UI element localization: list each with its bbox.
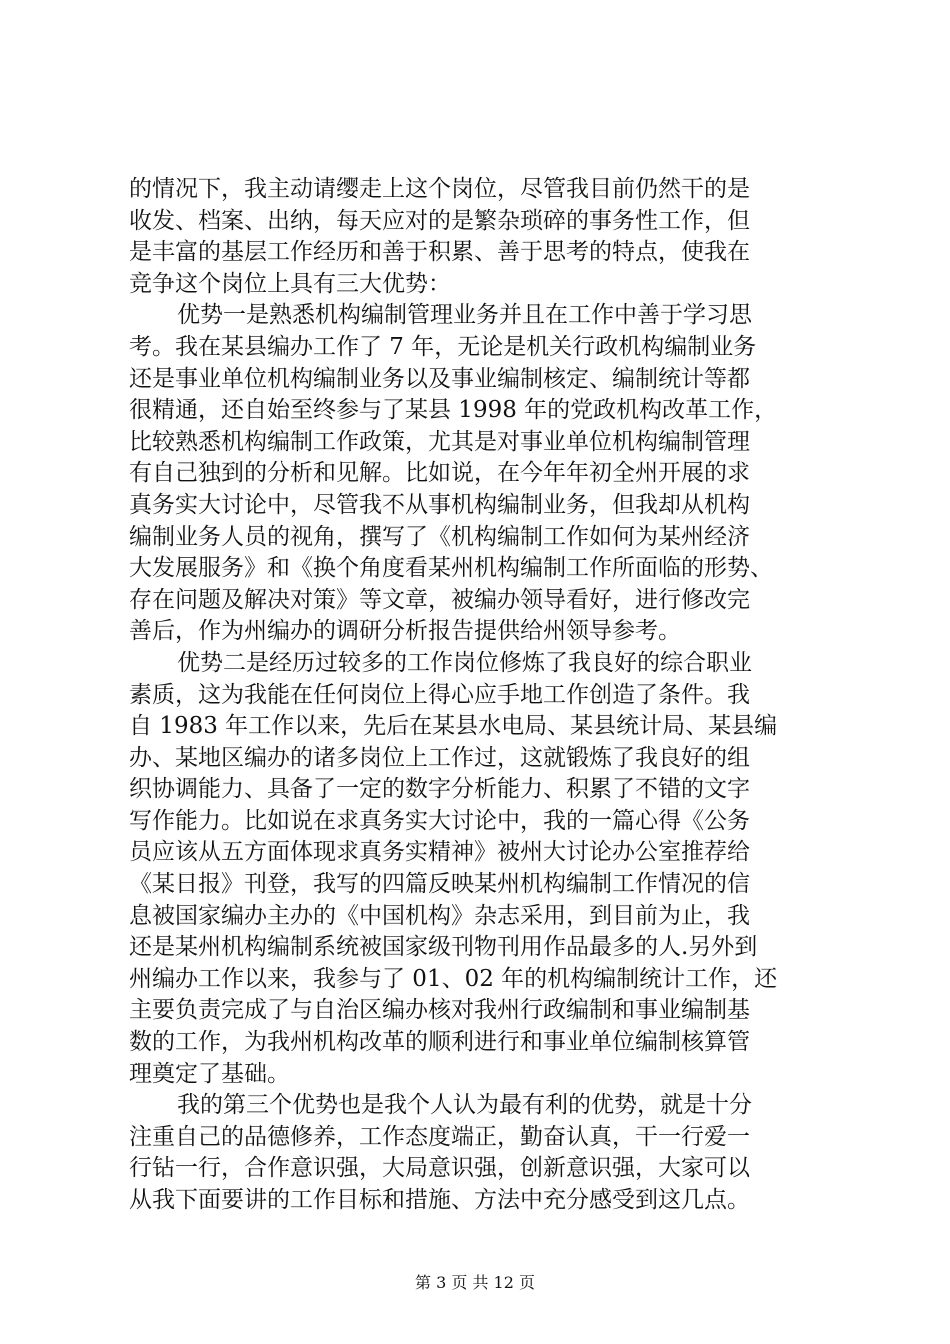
text-line: 善后，作为州编办的调研分析报告提供给州领导参考。 [129, 618, 681, 645]
text-line: 注重自己的品德修养，工作态度端正，勤奋认真，干一行爱一 [129, 1123, 750, 1150]
text-line: 行钻一行，合作意识强，大局意识强，创新意识强，大家可以 [129, 1155, 750, 1182]
text-line: 编制业务人员的视角，撰写了《机构编制工作如何为某州经济 [129, 523, 750, 550]
text-line: 比较熟悉机构编制工作政策，尤其是对事业单位机构编制管理 [129, 428, 750, 455]
text-line: 办、某地区编办的诸多岗位上工作过，这就锻炼了我良好的组 [129, 744, 750, 771]
page-footer: 第 3 页 共 12 页 [415, 1273, 535, 1292]
body-text [129, 174, 829, 1217]
text-line: 理奠定了基础。 [129, 1060, 290, 1087]
text-line: 是丰富的基层工作经历和善于积累、善于思考的特点，使我在 [129, 239, 750, 266]
text-line: 员应该从五方面体现求真务实精神》被州大讨论办公室推荐给 [129, 839, 750, 866]
text-line: 从我下面要讲的工作目标和措施、方法中充分感受到这几点。 [129, 1187, 750, 1213]
text-line: 织协调能力、具备了一定的数字分析能力、积累了不错的文字 [129, 776, 750, 803]
text-line: 素质，这为我能在任何岗位上得心应手地工作创造了条件。我 [129, 681, 750, 708]
text-line: 竞争这个岗位上具有三大优势： [129, 270, 451, 297]
text-line: 存在问题及解决对策》等文章，被编办领导看好，进行修改完 [129, 586, 750, 613]
text-line: 考。我在某县编办工作了 7 年，无论是机关行政机构编制业务 [129, 333, 757, 360]
text-line: 自 1983 年工作以来，先后在某县水电局、某县统计局、某县编 [129, 713, 778, 740]
text-line: 息被国家编办主办的《中国机构》杂志采用，到目前为止，我 [129, 902, 750, 929]
text-line: 主要负责完成了与自治区编办核对我州行政编制和事业编制基 [129, 997, 750, 1024]
text-line: 大发展服务》和《换个角度看某州机构编制工作所面临的形势、 [129, 555, 773, 582]
text-line: 真务实大讨论中，尽管我不从事机构编制业务，但我却从机构 [129, 491, 750, 518]
text-line: 数的工作，为我州机构改革的顺利进行和事业单位编制核算管 [129, 1029, 750, 1056]
text-line: 收发、档案、出纳，每天应对的是繁杂琐碎的事务性工作，但 [129, 207, 750, 234]
text-line: 的情况下，我主动请缨走上这个岗位，尽管我目前仍然干的是 [129, 176, 750, 202]
text-line: 还是事业单位机构编制业务以及事业编制核定、编制统计等都 [129, 365, 750, 392]
text-line: 很精通，还自始至终参与了某县 1998 年的党政机构改革工作， [129, 397, 778, 424]
text-line: 州编办工作以来，我参与了 01、02 年的机构编制统计工作，还 [129, 965, 778, 992]
text-line: 还是某州机构编制系统被国家级刊物刊用作品最多的人.另外到 [129, 934, 758, 961]
text-line: 写作能力。比如说在求真务实大讨论中，我的一篇心得《公务 [129, 807, 750, 834]
text-line: 有自己独到的分析和见解。比如说，在今年年初全州开展的求 [129, 460, 750, 487]
text-line: 我的第三个优势也是我个人认为最有利的优势，就是十分 [177, 1092, 752, 1119]
text-line: 《某日报》刊登，我写的四篇反映某州机构编制工作情况的信 [129, 871, 750, 898]
text-line: 优势一是熟悉机构编制管理业务并且在工作中善于学习思 [177, 302, 752, 329]
text-line: 优势二是经历过较多的工作岗位修炼了我良好的综合职业 [177, 649, 752, 676]
